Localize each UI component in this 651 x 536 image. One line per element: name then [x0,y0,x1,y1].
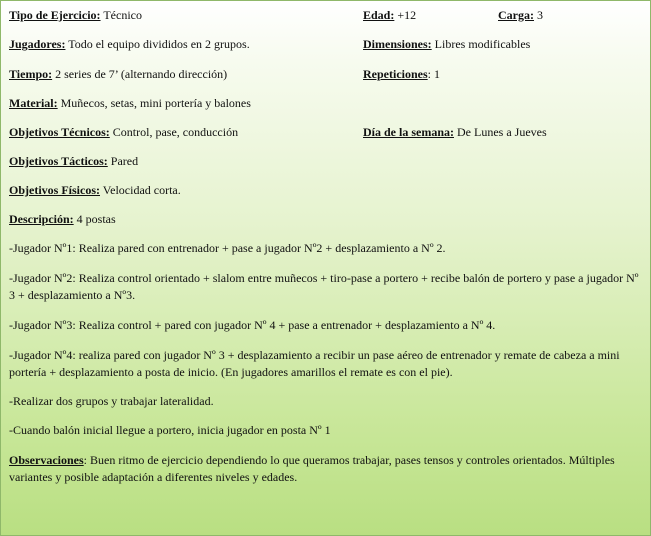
dimensiones-value: Libres modificables [431,37,531,51]
descripcion-value: 4 postas [73,212,116,226]
objetivos-tecnicos-label: Objetivos Técnicos: [9,125,110,139]
tiempo-value: 2 series de 7’ (alternando dirección) [52,67,228,81]
material-field [9,96,251,111]
objetivos-fisicos-field [9,183,181,198]
jugadores-value: Todo el equipo divididos en 2 grupos. [65,37,250,51]
dimensiones-field [363,37,530,52]
observaciones-field [9,452,645,486]
inicio-posta-text: -Cuando balón inicial llegue a portero, inicia jugador en posta Nº 1 [9,423,331,437]
observaciones-label: Observaciones [9,453,84,467]
dia-semana-value: De Lunes a Jueves [454,125,547,139]
carga-label: Carga: [498,8,534,22]
edad-field [363,8,416,23]
objetivos-tacticos-field [9,154,138,169]
descripcion-field [9,212,116,227]
objetivos-tacticos-value: Pared [107,154,139,168]
tiempo-label: Tiempo: [9,67,53,81]
tipo-ejercicio-value: Técnico [100,8,142,22]
jugador-2-text: -Jugador Nº2: Realiza control orientado + slalom entre muñecos + tiro-pase a portero + recibe balón de portero y pase a jugador Nº 3 + desplazamiento a Nº3. [9,271,639,302]
dia-semana-field [363,125,547,140]
observaciones-value: : Buen ritmo de ejercicio dependiendo lo que queramos trabajar, pases tensos y controles orientados. Múltiples variantes y posible adaptación a diferentes niveles y edades. [9,453,615,484]
dimensiones-label: Dimensiones: [363,37,432,51]
repeticiones-field [363,67,440,82]
jugadores-label: Jugadores: [9,37,66,51]
realizar-grupos-text: -Realizar dos grupos y trabajar lateralidad. [9,394,214,408]
material-value: Muñecos, setas, mini portería y balones [57,96,251,110]
repeticiones-value: : 1 [427,67,440,81]
objetivos-tecnicos-field [9,125,238,140]
jugador-1-text: -Jugador Nº1: Realiza pared con entrenador + pase a jugador Nº2 + desplazamiento a Nº 2. [9,241,446,255]
objetivos-tacticos-label: Objetivos Tácticos: [9,154,108,168]
carga-value: 3 [534,8,543,22]
repeticiones-label: Repeticiones [363,67,428,81]
tiempo-field [9,67,227,82]
edad-value: +12 [394,8,417,22]
objetivos-tecnicos-value: Control, pase, conducción [109,125,239,139]
descripcion-label: Descripción: [9,212,74,226]
tipo-ejercicio-label: Tipo de Ejercicio: [9,8,101,22]
dia-semana-label: Día de la semana: [363,125,454,139]
objetivos-fisicos-value: Velocidad corta. [100,183,181,197]
carga-field [498,8,543,23]
jugador-4-text: -Jugador Nº4: realiza pared con jugador Nº 3 + desplazamiento a recibir un pase aéreo de entrenador y remate de cabeza a mini portería + desplazamiento a posta de inicio. (En jugadores amarillos el remate es con el pie). [9,348,620,379]
tipo-ejercicio-field [9,8,142,23]
material-label: Material: [9,96,58,110]
jugadores-field [9,37,250,52]
objetivos-fisicos-label: Objetivos Físicos: [9,183,100,197]
jugador-3-text: -Jugador Nº3: Realiza control + pared con jugador Nº 4 + pase a entrenador + desplazamiento a Nº 4. [9,318,496,332]
edad-label: Edad: [363,8,395,22]
